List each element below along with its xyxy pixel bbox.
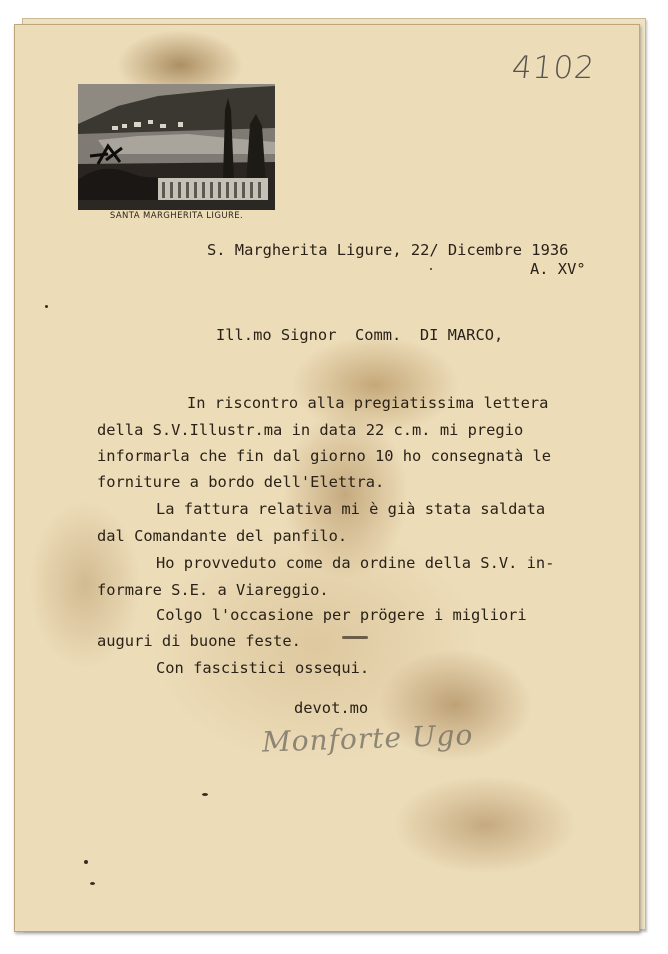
- era-line: A. XV°: [530, 260, 586, 278]
- archive-number: 4102: [510, 50, 597, 86]
- date-line: S. Margherita Ligure, 22/ Dicembre 1936: [207, 241, 569, 259]
- letterhead-photo: [78, 84, 275, 210]
- body-line: auguri di buone feste.: [97, 632, 301, 650]
- body-line: della S.V.Illustr.ma in data 22 c.m. mi pregio: [97, 421, 524, 439]
- body-line: Con fascistici ossequi.: [156, 659, 370, 677]
- handwritten-signature: Monforte Ugo: [261, 718, 474, 759]
- body-line: formare S.E. a Viareggio.: [97, 581, 329, 599]
- photo-caption: SANTA MARGHERITA LIGURE.: [109, 211, 244, 221]
- closing: devot.mo: [294, 699, 369, 717]
- ink-speck: [45, 305, 48, 308]
- ink-speck: [430, 268, 432, 270]
- body-line: informarla che fin dal giorno 10 ho consegnatà le: [97, 447, 552, 465]
- body-line: forniture a bordo dell'Elettra.: [97, 473, 385, 491]
- body-line: Colgo l'occasione per prögere i migliori: [156, 606, 527, 624]
- ink-speck: [202, 793, 208, 796]
- salutation: Ill.mo Signor Comm. DI MARCO,: [216, 326, 504, 344]
- ink-speck: [84, 860, 88, 864]
- ink-smudge: [342, 636, 368, 639]
- body-line: Ho provveduto come da ordine della S.V. in-: [156, 554, 555, 572]
- body-line: dal Comandante del panfilo.: [97, 527, 348, 545]
- body-line: La fattura relativa mi è già stata saldata: [156, 500, 546, 518]
- coastal-town-illustration: [78, 84, 275, 210]
- ink-speck: [90, 882, 95, 885]
- body-line: In riscontro alla pregiatissima lettera: [187, 394, 549, 412]
